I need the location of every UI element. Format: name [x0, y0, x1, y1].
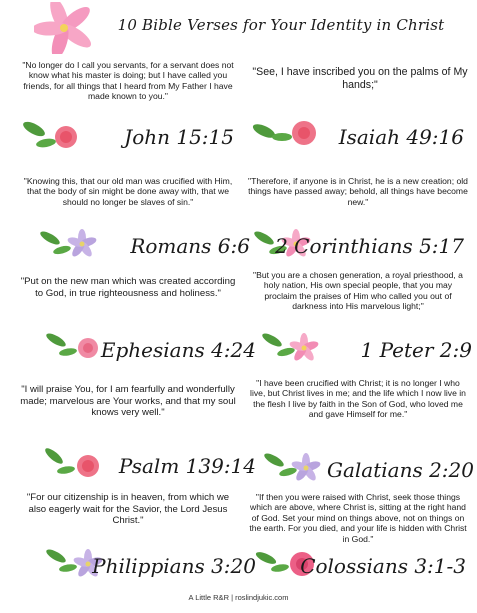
- verse-footer: [258, 446, 477, 486]
- verse-reference: Colossians 3:1-3: [300, 554, 466, 578]
- pink-lily-icon: [34, 2, 96, 54]
- verse-card-colossians: [248, 492, 468, 544]
- verse-text: "For our citizenship is in heaven, from which we also eagerly wait for the Savior, the Lord Jesus Christ.": [26, 492, 230, 527]
- verse-text: "Knowing this, that our old man was crucified with Him, that the body of sin might be done away with, that we should no longer be slaves of sin.": [23, 176, 233, 207]
- rose-flower-icon: [248, 113, 328, 153]
- page-title: 10 Bible Verses for Your Identity in Christ: [117, 16, 445, 34]
- verse-card-psalm: [18, 384, 238, 419]
- verse-footer: [250, 542, 470, 582]
- verse-footer: [40, 542, 260, 582]
- verse-reference: Romans 6:6: [130, 234, 250, 258]
- verse-card-2corinthians: [248, 176, 468, 207]
- lavender-flower-icon: [258, 446, 328, 486]
- verse-reference: Galatians 2:20: [327, 458, 474, 482]
- verse-card-ephesians: [18, 276, 238, 299]
- verse-text: "Therefore, if anyone is in Christ, he is a new creation; old things have passed away; behold, all things have become new.": [248, 176, 468, 207]
- verse-text: "I will praise You, for I am fearfully and wonderfully made; marvelous are Your works, and that my soul knows very well.": [20, 384, 236, 419]
- verse-text: "See, I have inscribed you on the palms of My hands;": [252, 66, 468, 91]
- verse-card-philippians: [18, 492, 238, 527]
- verse-footer: [256, 326, 476, 366]
- verse-reference: Psalm 139:14: [118, 454, 256, 478]
- verse-footer: [248, 113, 468, 153]
- verse-footer: [248, 222, 468, 262]
- verse-card-isaiah: [250, 66, 470, 92]
- verse-reference: John 15:15: [124, 125, 234, 149]
- rose-flower-icon: [40, 442, 110, 482]
- verse-footer: [18, 113, 238, 153]
- verse-card-1peter: [248, 270, 468, 312]
- verse-reference: Ephesians 4:24: [100, 338, 256, 362]
- verse-text: "No longer do I call you servants, for a servant does not know what his master is doing; but I have called you friends, for all things that I heard from My Father I have made known to you.": [22, 60, 234, 102]
- rose-flower-icon: [40, 326, 110, 366]
- verse-footer: [40, 326, 260, 366]
- verse-text: "But you are a chosen generation, a royal priesthood, a holy nation, His own special people, that you may proclaim the praises of Him who called you out of darkness into His marvelous light;": [253, 270, 463, 312]
- verse-card-galatians: [248, 378, 468, 420]
- rose-flower-icon: [18, 113, 88, 153]
- verse-reference: 2 Corinthians 5:17: [275, 234, 464, 258]
- verse-footer: [34, 222, 254, 262]
- verse-footer: [40, 442, 260, 482]
- verse-reference: 1 Peter 2:9: [360, 338, 472, 362]
- verse-reference: Isaiah 49:16: [338, 125, 464, 149]
- verse-text: "I have been crucified with Christ; it is no longer I who live, but Christ lives in me; and the life which I now live in the flesh I live by faith in the Son of God, who loved me and gave Himself for me.": [250, 378, 466, 420]
- verse-text: "If then you were raised with Christ, seek those things which are above, where Christ is, sitting at the right hand of God. Set your mind on things above, not on things on the earth. For you died, and your life is hidden with Christ in God.": [249, 492, 467, 544]
- verse-card-romans: [18, 176, 238, 207]
- verse-text: "Put on the new man which was created according to God, in true righteousness and holiness.": [20, 276, 236, 299]
- footer-credit: A Little R&R | roslindjukic.com: [188, 593, 289, 602]
- verse-card-john: [18, 60, 238, 102]
- pink-flower-icon: [256, 326, 326, 366]
- lavender-flower-icon: [34, 222, 104, 262]
- verse-reference: Philippians 3:20: [92, 554, 256, 578]
